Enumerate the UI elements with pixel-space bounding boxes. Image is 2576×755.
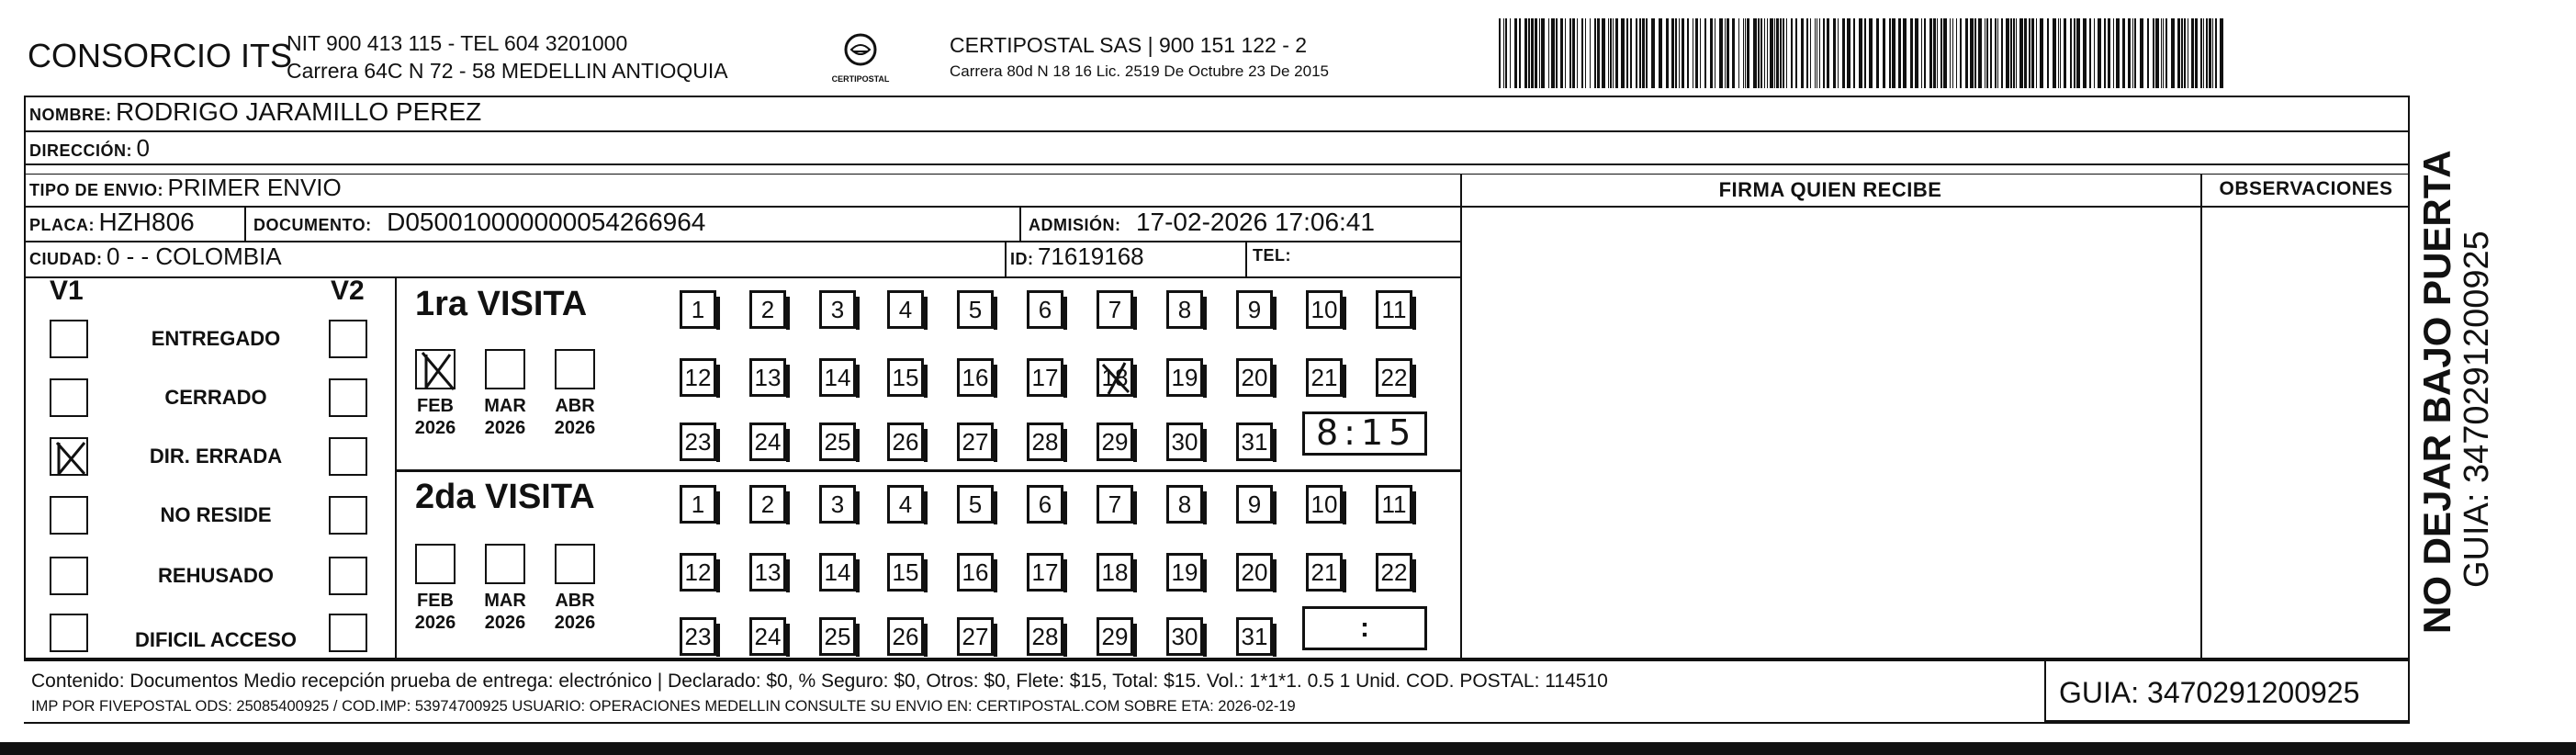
first-visit-month-checkbox[interactable]	[555, 349, 595, 389]
v1-checkbox[interactable]	[50, 437, 88, 476]
day-number: 15	[892, 363, 919, 391]
day-number: 2	[760, 490, 775, 518]
bottom-border	[0, 742, 2576, 755]
direccion-value: 0	[136, 134, 150, 162]
nombre-value: RODRIGO JARAMILLO PEREZ	[115, 97, 482, 126]
ciudad-value: 0 - - COLOMBIA	[106, 242, 282, 270]
first-visit-day-20[interactable]	[1236, 358, 1273, 397]
day-number: 8	[1177, 490, 1192, 518]
id-value: 71619168	[1037, 242, 1144, 270]
first-visit-day-3[interactable]	[819, 290, 856, 329]
day-number: 13	[754, 558, 782, 586]
day-number: 26	[892, 427, 919, 456]
handwritten-x-mark-icon	[1097, 359, 1134, 398]
second-visit-day-17[interactable]	[1027, 553, 1063, 592]
v2-checkbox[interactable]	[329, 320, 367, 358]
first-visit-day-2[interactable]	[749, 290, 786, 329]
day-number: 3	[830, 490, 845, 518]
observaciones-header: OBSERVACIONES	[2219, 178, 2393, 199]
v1-checkbox[interactable]	[50, 496, 88, 535]
day-number: 5	[968, 490, 983, 518]
first-visit-day-28[interactable]	[1027, 423, 1063, 461]
day-number: 16	[962, 363, 989, 391]
nombre-label: NOMBRE:	[29, 106, 112, 124]
day-number: 29	[1101, 622, 1129, 650]
second-visit-day-9[interactable]	[1236, 485, 1273, 524]
day-number: 17	[1031, 363, 1059, 391]
ciudad-row	[29, 242, 282, 271]
ciudad-label: CIUDAD:	[29, 250, 103, 268]
second-visit-day-23[interactable]	[680, 617, 716, 656]
year-label: 2026	[484, 418, 526, 438]
v1-checkbox[interactable]	[50, 320, 88, 358]
firma-header: FIRMA QUIEN RECIBE	[1718, 178, 1942, 201]
day-number: 16	[962, 558, 989, 586]
day-number: 9	[1247, 295, 1262, 323]
documento-value: D050010000000054266964	[387, 208, 706, 236]
tel-label: TEL:	[1253, 246, 1291, 265]
day-number: 19	[1171, 558, 1198, 586]
day-number: 15	[892, 558, 919, 586]
year-label: 2026	[414, 613, 456, 633]
id-row	[1010, 242, 1144, 271]
documento-row	[253, 208, 705, 237]
second-visit-month-checkbox[interactable]	[485, 544, 525, 584]
first-visit-month-checkbox[interactable]	[415, 349, 456, 389]
second-visit-day-20[interactable]	[1236, 553, 1273, 592]
year-label: 2026	[554, 613, 596, 633]
day-number: 28	[1031, 427, 1059, 456]
first-visit-day-23[interactable]	[680, 423, 716, 461]
second-visit-time-box[interactable]	[1302, 606, 1427, 650]
second-visit-title: 2da VISITA	[415, 478, 595, 516]
footer-content: Contenido: Documentos Medio recepción prueba de entrega: electrónico | Declarado: $0, % Seguro: $0, Otros: $0, Flete: $15, Total: $15. Vol.: 1*1*1. 0.5 1 Unid. COD. POSTAL: 114510	[31, 670, 1608, 692]
year-label: 2026	[484, 613, 526, 633]
day-number: 20	[1241, 558, 1268, 586]
first-visit-day-27[interactable]	[957, 423, 994, 461]
day-number: 18	[1101, 363, 1129, 391]
direccion-row	[29, 134, 150, 163]
day-number: 10	[1310, 490, 1338, 518]
first-visit-day-15[interactable]	[887, 358, 924, 397]
first-visit-day-18[interactable]	[1097, 358, 1133, 397]
day-number: 12	[684, 558, 712, 586]
month-label: FEB	[417, 591, 454, 611]
v2-label: V2	[331, 276, 365, 306]
first-visit-day-22[interactable]	[1376, 358, 1412, 397]
v1-label: V1	[50, 276, 84, 306]
day-number: 24	[754, 622, 782, 650]
first-visit-month-checkbox[interactable]	[485, 349, 525, 389]
day-number: 5	[968, 295, 983, 323]
nombre-row	[29, 97, 481, 127]
year-label: 2026	[554, 418, 596, 438]
day-number: 19	[1171, 363, 1198, 391]
second-visit-day-8[interactable]	[1166, 485, 1203, 524]
day-number: 10	[1310, 295, 1338, 323]
company-name: CONSORCIO ITS	[28, 37, 293, 74]
day-number: 31	[1241, 622, 1268, 650]
day-number: 3	[830, 295, 845, 323]
day-number: 8	[1177, 295, 1192, 323]
second-visit-day-12[interactable]	[680, 553, 716, 592]
footer-guia-box	[2044, 659, 2410, 722]
status-label: ENTREGADO	[151, 327, 281, 350]
day-number: 13	[754, 363, 782, 391]
footer-imp: IMP POR FIVEPOSTAL ODS: 25085400925 / COD.IMP: 53974700925 USUARIO: OPERACIONES MEDELLIN CONSULTE SU ENVIO EN: CERTIPOSTAL.COM SOBRE ETA: 2026-02-19	[31, 698, 1296, 715]
second-visit-day-24[interactable]	[749, 617, 786, 656]
v2-checkbox[interactable]	[329, 614, 367, 652]
day-number: 20	[1241, 363, 1268, 391]
day-number: 11	[1381, 490, 1407, 518]
second-visit-day-5[interactable]	[957, 485, 994, 524]
second-visit-day-15[interactable]	[887, 553, 924, 592]
day-number: 7	[1108, 295, 1122, 323]
day-number: 23	[684, 427, 712, 456]
first-visit-title: 1ra VISITA	[415, 285, 588, 323]
status-label: DIR. ERRADA	[149, 445, 283, 468]
month-label: ABR	[555, 591, 595, 611]
second-visit-day-10[interactable]	[1306, 485, 1343, 524]
day-number: 7	[1108, 490, 1122, 518]
second-visit-day-3[interactable]	[819, 485, 856, 524]
admision-value: 17-02-2026 17:06:41	[1135, 208, 1375, 236]
id-label: ID:	[1010, 250, 1034, 268]
day-number: 27	[962, 427, 989, 456]
day-number: 27	[962, 622, 989, 650]
first-visit-day-19[interactable]	[1166, 358, 1203, 397]
company-nit: NIT 900 413 115 - TEL 604 3201000	[287, 31, 628, 55]
day-number: 6	[1038, 490, 1052, 518]
second-visit-day-4[interactable]	[887, 485, 924, 524]
day-number: 12	[684, 363, 712, 391]
tel-row	[1253, 246, 1291, 265]
day-number: 30	[1171, 622, 1198, 650]
day-number: 22	[1380, 558, 1408, 586]
documento-label: DOCUMENTO:	[253, 216, 372, 234]
day-number: 29	[1101, 427, 1129, 456]
placa-value: HZH806	[98, 208, 195, 236]
day-number: 31	[1241, 427, 1268, 456]
second-visit-day-26[interactable]	[887, 617, 924, 656]
first-visit-day-5[interactable]	[957, 290, 994, 329]
direccion-label: DIRECCIÓN:	[29, 141, 132, 160]
day-number: 2	[760, 295, 775, 323]
certipostal-info: CERTIPOSTAL SAS | 900 151 122 - 2	[950, 33, 1308, 57]
first-visit-day-31[interactable]	[1236, 423, 1273, 461]
second-visit-month-checkbox[interactable]	[555, 544, 595, 584]
second-visit-day-13[interactable]	[749, 553, 786, 592]
side-guia: GUIA: 3470291200925	[2458, 231, 2496, 588]
placa-row	[29, 208, 195, 237]
first-visit-day-24[interactable]	[749, 423, 786, 461]
first-visit-day-6[interactable]	[1027, 290, 1063, 329]
first-visit-time: 8:15	[1316, 412, 1417, 453]
tipo-value: PRIMER ENVIO	[167, 174, 342, 201]
first-visit-time-box[interactable]	[1302, 411, 1427, 456]
placa-label: PLACA:	[29, 216, 95, 234]
day-number: 11	[1381, 295, 1407, 323]
second-visit-day-25[interactable]	[819, 617, 856, 656]
first-visit-day-1[interactable]	[680, 290, 716, 329]
side-warning: NO DEJAR BAJO PUERTA	[2415, 150, 2458, 634]
admision-row	[1029, 208, 1375, 237]
second-visit-day-6[interactable]	[1027, 485, 1063, 524]
day-number: 23	[684, 622, 712, 650]
second-visit-day-11[interactable]	[1376, 485, 1412, 524]
second-visit-day-16[interactable]	[957, 553, 994, 592]
first-visit-day-21[interactable]	[1306, 358, 1343, 397]
admision-label: ADMISIÓN:	[1029, 216, 1121, 234]
day-number: 14	[824, 558, 851, 586]
certipostal-license: Carrera 80d N 18 16 Lic. 2519 De Octubre 23 De 2015	[950, 62, 1329, 80]
second-visit-day-18[interactable]	[1097, 553, 1133, 592]
first-visit-day-12[interactable]	[680, 358, 716, 397]
first-visit-day-9[interactable]	[1236, 290, 1273, 329]
day-number: 4	[898, 295, 913, 323]
barcode	[1499, 18, 2229, 88]
day-number: 1	[691, 295, 705, 323]
day-number: 26	[892, 622, 919, 650]
first-visit-day-30[interactable]	[1166, 423, 1203, 461]
month-label: ABR	[555, 396, 595, 416]
day-number: 24	[754, 427, 782, 456]
v2-checkbox[interactable]	[329, 378, 367, 417]
second-visit-day-21[interactable]	[1306, 553, 1343, 592]
first-visit-day-4[interactable]	[887, 290, 924, 329]
second-visit-day-28[interactable]	[1027, 617, 1063, 656]
v1-checkbox[interactable]	[50, 378, 88, 417]
certipostal-logo	[828, 31, 893, 86]
second-visit-day-7[interactable]	[1097, 485, 1133, 524]
v1-checkbox[interactable]	[50, 557, 88, 595]
v2-checkbox[interactable]	[329, 557, 367, 595]
side-text	[2415, 83, 2497, 634]
day-number: 22	[1380, 363, 1408, 391]
status-label: NO RESIDE	[160, 503, 272, 526]
day-number: 25	[824, 622, 851, 650]
first-visit-day-29[interactable]	[1097, 423, 1133, 461]
second-visit-day-19[interactable]	[1166, 553, 1203, 592]
first-visit-day-10[interactable]	[1306, 290, 1343, 329]
second-visit-day-31[interactable]	[1236, 617, 1273, 656]
day-number: 30	[1171, 427, 1198, 456]
day-number: 4	[898, 490, 913, 518]
status-label: CERRADO	[164, 386, 267, 409]
handwritten-x-mark-icon	[51, 439, 90, 478]
second-visit-day-30[interactable]	[1166, 617, 1203, 656]
day-number: 18	[1101, 558, 1129, 586]
first-visit-day-17[interactable]	[1027, 358, 1063, 397]
month-label: MAR	[484, 591, 526, 611]
first-visit-day-25[interactable]	[819, 423, 856, 461]
v2-checkbox[interactable]	[329, 437, 367, 476]
company-address: Carrera 64C N 72 - 58 MEDELLIN ANTIOQUIA	[287, 59, 728, 83]
second-visit-day-22[interactable]	[1376, 553, 1412, 592]
second-visit-day-2[interactable]	[749, 485, 786, 524]
month-label: MAR	[484, 396, 526, 416]
handwritten-x-mark-icon	[417, 351, 457, 391]
logo-caption: CERTIPOSTAL	[831, 74, 890, 84]
second-visit-day-27[interactable]	[957, 617, 994, 656]
day-number: 28	[1031, 622, 1059, 650]
first-visit-day-16[interactable]	[957, 358, 994, 397]
footer-guia: GUIA: 3470291200925	[2059, 676, 2360, 709]
second-visit-day-14[interactable]	[819, 553, 856, 592]
first-visit-day-7[interactable]	[1097, 290, 1133, 329]
status-label: DIFICIL ACCESO	[134, 628, 297, 651]
second-visit-time-separator: :	[1360, 613, 1369, 643]
v1-checkbox[interactable]	[50, 614, 88, 652]
first-visit-day-14[interactable]	[819, 358, 856, 397]
tipo-label: TIPO DE ENVIO:	[29, 181, 164, 199]
v2-checkbox[interactable]	[329, 496, 367, 535]
first-visit-day-11[interactable]	[1376, 290, 1412, 329]
day-number: 6	[1038, 295, 1052, 323]
day-number: 1	[691, 490, 705, 518]
first-visit-day-26[interactable]	[887, 423, 924, 461]
second-visit-day-1[interactable]	[680, 485, 716, 524]
day-number: 25	[824, 427, 851, 456]
second-visit-day-29[interactable]	[1097, 617, 1133, 656]
status-label: REHUSADO	[158, 564, 274, 587]
first-visit-day-13[interactable]	[749, 358, 786, 397]
certipostal-logo-icon	[828, 31, 893, 72]
second-visit-month-checkbox[interactable]	[415, 544, 456, 584]
day-number: 14	[824, 363, 851, 391]
month-label: FEB	[417, 396, 454, 416]
day-number: 21	[1310, 363, 1338, 391]
day-number: 21	[1310, 558, 1338, 586]
first-visit-day-8[interactable]	[1166, 290, 1203, 329]
tipo-row	[29, 174, 342, 202]
day-number: 9	[1247, 490, 1262, 518]
day-number: 17	[1031, 558, 1059, 586]
year-label: 2026	[414, 418, 456, 438]
